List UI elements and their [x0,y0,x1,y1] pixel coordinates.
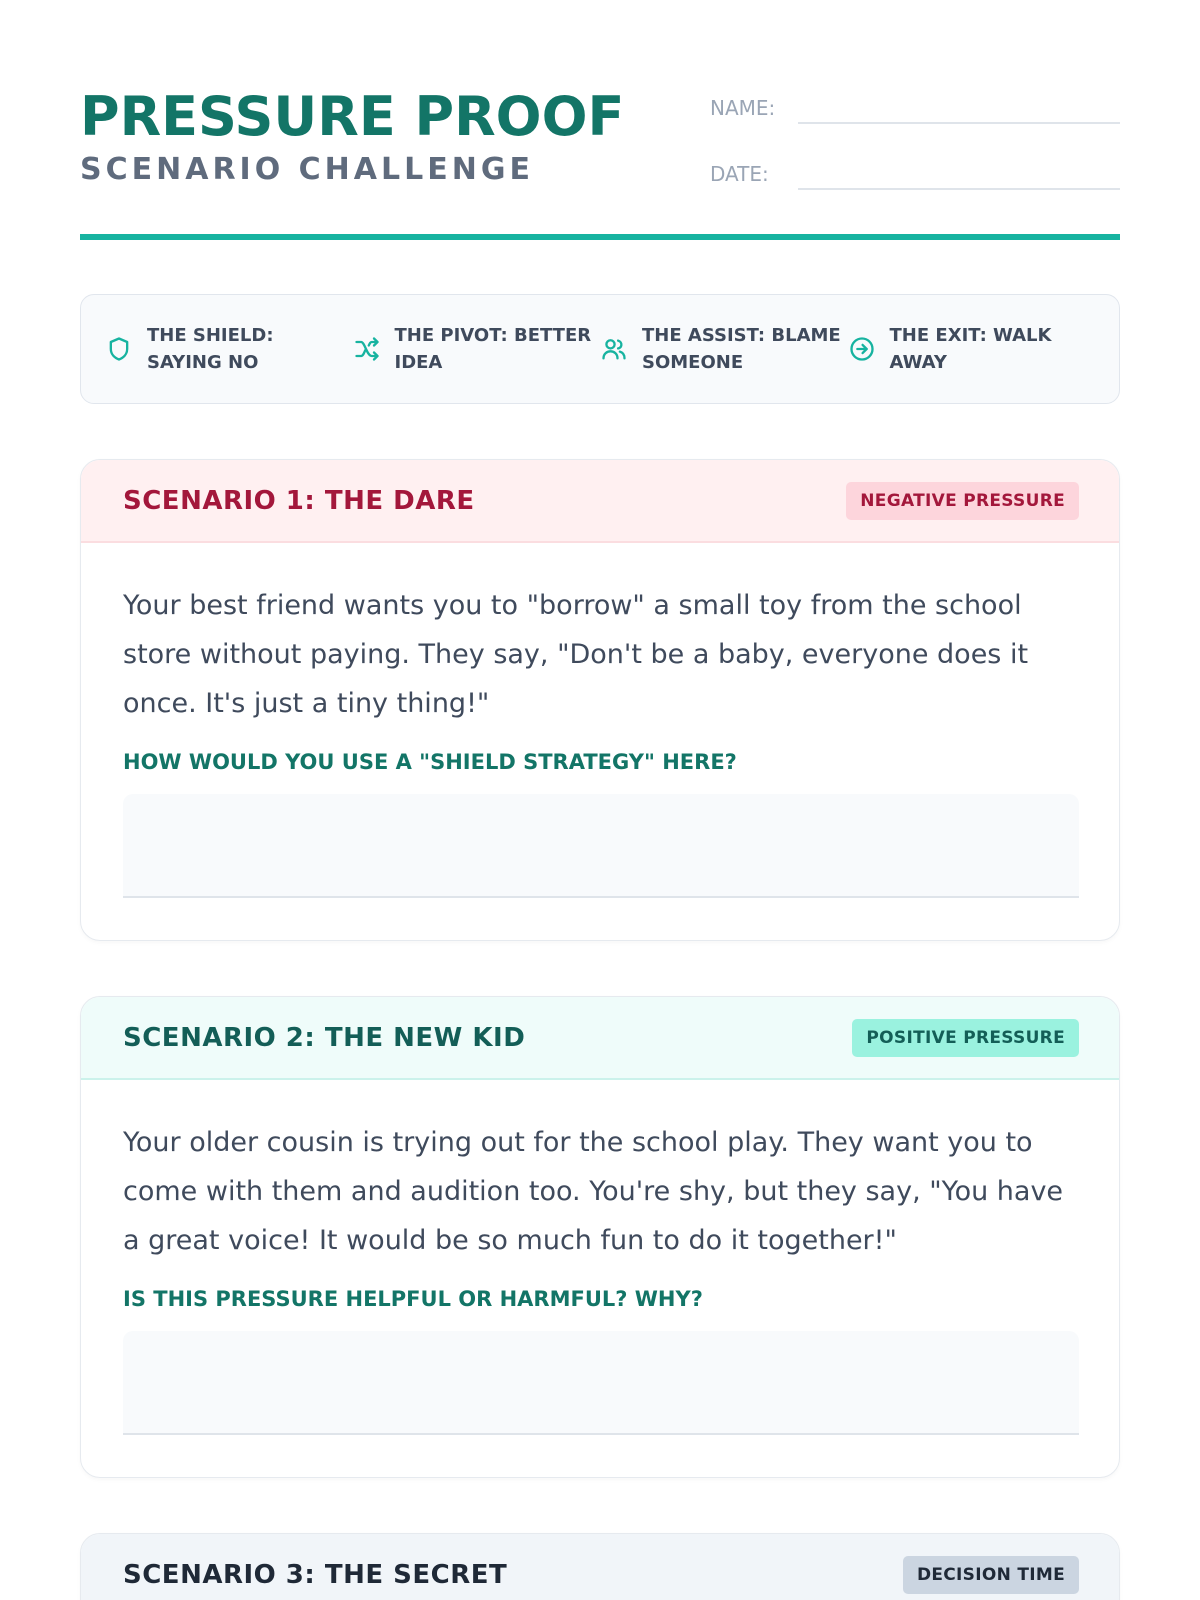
scenario-body [81,1080,1119,1477]
name-field-row [710,88,1120,128]
date-field-row [710,154,1120,194]
answer-box[interactable] [123,794,1079,898]
name-label: NAME: [710,96,776,120]
scenario-title: SCENARIO 3: THE SECRET [123,1559,508,1590]
page-title: PRESSURE PROOF [80,85,625,148]
scenario-header [81,460,1119,543]
name-field[interactable] [798,122,1120,124]
scenario-header [81,1534,1119,1600]
scenario-title: SCENARIO 2: THE NEW KID [123,1022,526,1053]
shield-icon [105,335,133,363]
scenario-text: Your older cousin is trying out for the school play. They want you to come with them and audition too. You're shy, but they say, "You have a great voice! It would be so much fun to do it together!" [123,1127,1064,1256]
pressure-badge: DECISION TIME [903,1556,1079,1594]
scenario-header [81,997,1119,1080]
student-fields [710,80,1120,220]
strategy-exit [848,322,1096,376]
strategy-label: THE ASSIST: BLAME SOMEONE [642,325,841,373]
strategy-label: THE SHIELD: SAYING NO [147,325,274,373]
pressure-badge: NEGATIVE PRESSURE [846,482,1079,520]
scenario-card [80,996,1120,1478]
strategy-shield [105,322,353,376]
date-label: DATE: [710,162,769,186]
scenario-text: Your best friend wants you to "borrow" a small toy from the school store without paying. They say, "Don't be a baby, everyone does it once. It's just a tiny thing!" [123,590,1029,719]
scenario-title: SCENARIO 1: THE DARE [123,485,475,516]
scenario-card [80,1533,1120,1600]
strategy-pivot [353,322,601,376]
pressure-badge: POSITIVE PRESSURE [852,1019,1079,1057]
scenario-card [80,459,1120,941]
scenario-question: IS THIS PRESSURE HELPFUL OR HARMFUL? WHY? [123,1287,703,1311]
date-field[interactable] [798,188,1120,190]
strategy-legend [80,294,1120,404]
title-block [80,80,624,187]
exit-arrow-icon [848,335,876,363]
scenario-body [81,543,1119,940]
page-subtitle: SCENARIO CHALLENGE [80,152,534,187]
strategy-label: THE PIVOT: BETTER IDEA [394,325,592,373]
scenario-question: HOW WOULD YOU USE A "SHIELD STRATEGY" HERE? [123,750,737,774]
answer-box[interactable] [123,1331,1079,1435]
header [80,80,1120,240]
shuffle-icon [353,335,381,363]
users-icon [600,335,628,363]
strategy-assist [600,322,848,376]
strategy-label: THE EXIT: WALK AWAY [889,325,1052,373]
